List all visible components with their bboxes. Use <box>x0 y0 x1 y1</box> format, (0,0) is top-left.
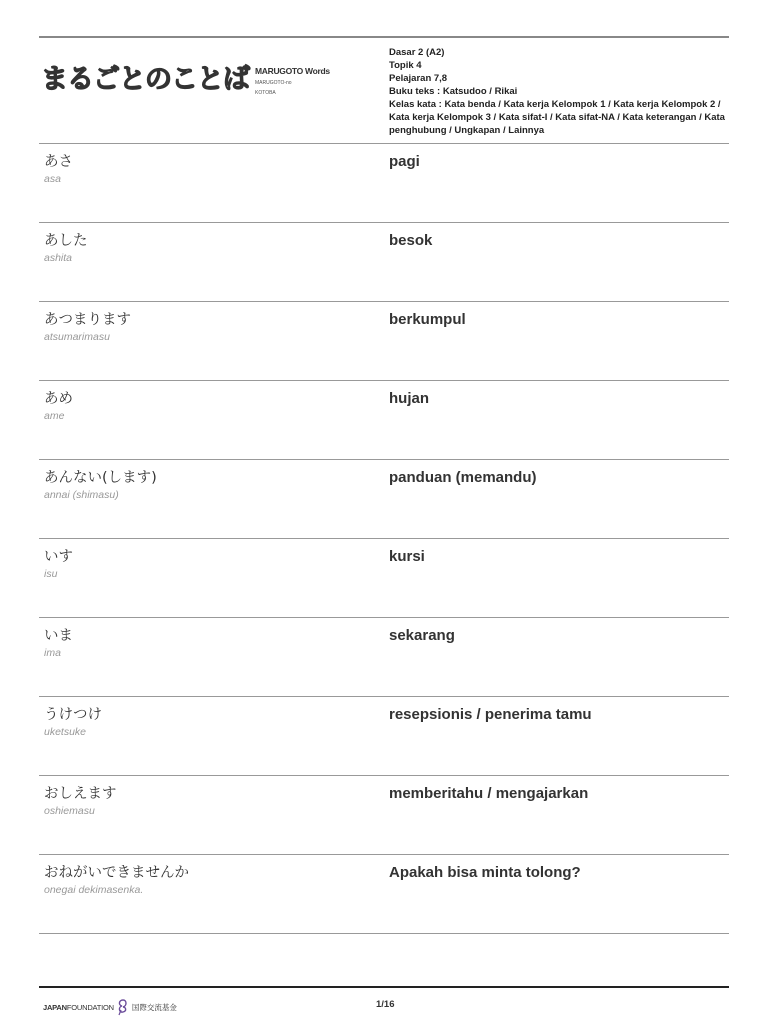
japanese-word: あめ <box>44 391 73 407</box>
meta-textbook: Buku teks : Katsudoo / Rikai <box>389 86 518 97</box>
vocab-row <box>39 855 729 934</box>
japan-foundation-logo <box>43 998 177 1016</box>
indonesian-meaning: besok <box>389 232 433 249</box>
indonesian-meaning: resepsionis / penerima tamu <box>389 706 592 723</box>
japanese-word: おねがいできませんか <box>44 865 189 881</box>
japanese-word: あんない(します) <box>44 470 157 486</box>
japanese-word: いま <box>44 628 73 644</box>
vocab-row <box>39 223 729 302</box>
indonesian-meaning: kursi <box>389 548 425 565</box>
romaji-reading: ame <box>44 410 65 422</box>
indonesian-meaning: Apakah bisa minta tolong? <box>389 864 581 881</box>
vocab-row <box>39 697 729 776</box>
logo-japanese: まるごとのことば <box>41 64 249 95</box>
lesson-meta <box>389 46 729 137</box>
vocab-row <box>39 460 729 539</box>
romaji-reading: annai (shimasu) <box>44 489 119 501</box>
indonesian-meaning: memberitahu / mengajarkan <box>389 785 589 802</box>
vocab-row <box>39 776 729 855</box>
japanese-word: おしえます <box>44 786 117 802</box>
vocab-row <box>39 618 729 697</box>
romaji-reading: onegai dekimasenka. <box>44 884 144 896</box>
vocab-row <box>39 144 729 223</box>
meta-level: Dasar 2 (A2) <box>389 47 445 58</box>
indonesian-meaning: pagi <box>389 153 420 170</box>
indonesian-meaning: panduan (memandu) <box>389 469 537 486</box>
japanese-word: あした <box>44 233 88 249</box>
vocab-row <box>39 539 729 618</box>
logo-sub-2: KOTOBA <box>255 90 276 96</box>
romaji-reading: atsumarimasu <box>44 331 110 343</box>
meta-topic: Topik 4 <box>389 60 422 71</box>
meta-lesson: Pelajaran 7,8 <box>389 73 448 84</box>
org-name-kanji: 国際交流基金 <box>131 1002 177 1012</box>
japanese-word: あさ <box>44 154 73 170</box>
vocabulary-page <box>39 36 729 1024</box>
logo-english: MARUGOTO Words <box>255 66 330 76</box>
romaji-reading: ima <box>44 647 61 659</box>
japanese-word: うけつけ <box>44 707 102 723</box>
logo-sub-1: MARUGOTO-no <box>255 80 292 86</box>
org-name-rest: FOUNDATION <box>66 1002 114 1012</box>
romaji-reading: ashita <box>44 252 73 264</box>
romaji-reading: isu <box>44 568 58 580</box>
romaji-reading: oshiemasu <box>44 805 95 817</box>
indonesian-meaning: sekarang <box>389 627 455 644</box>
marugoto-logo <box>41 56 330 96</box>
org-name-bold: JAPAN <box>43 1002 67 1012</box>
japanese-word: いす <box>44 549 73 565</box>
indonesian-meaning: hujan <box>389 390 429 407</box>
page-header <box>39 36 729 144</box>
page-number: 1/16 <box>376 999 395 1010</box>
meta-word-class: Kelas kata : Kata benda / Kata kerja Kelompok 1 / Kata kerja Kelompok 2 / Kata kerja Kelompok 3 / Kata sifat-I / Kata sifat-NA / Kata keterangan / Kata penghubung / Ungkapan / Lainnya <box>389 99 725 136</box>
vocab-row <box>39 381 729 460</box>
romaji-reading: asa <box>44 173 61 185</box>
romaji-reading: uketsuke <box>44 726 87 738</box>
indonesian-meaning: berkumpul <box>389 311 466 328</box>
japanese-word: あつまります <box>44 312 131 328</box>
japan-foundation-mark-icon <box>116 998 130 1016</box>
vocab-row <box>39 302 729 381</box>
page-footer <box>39 986 729 1024</box>
